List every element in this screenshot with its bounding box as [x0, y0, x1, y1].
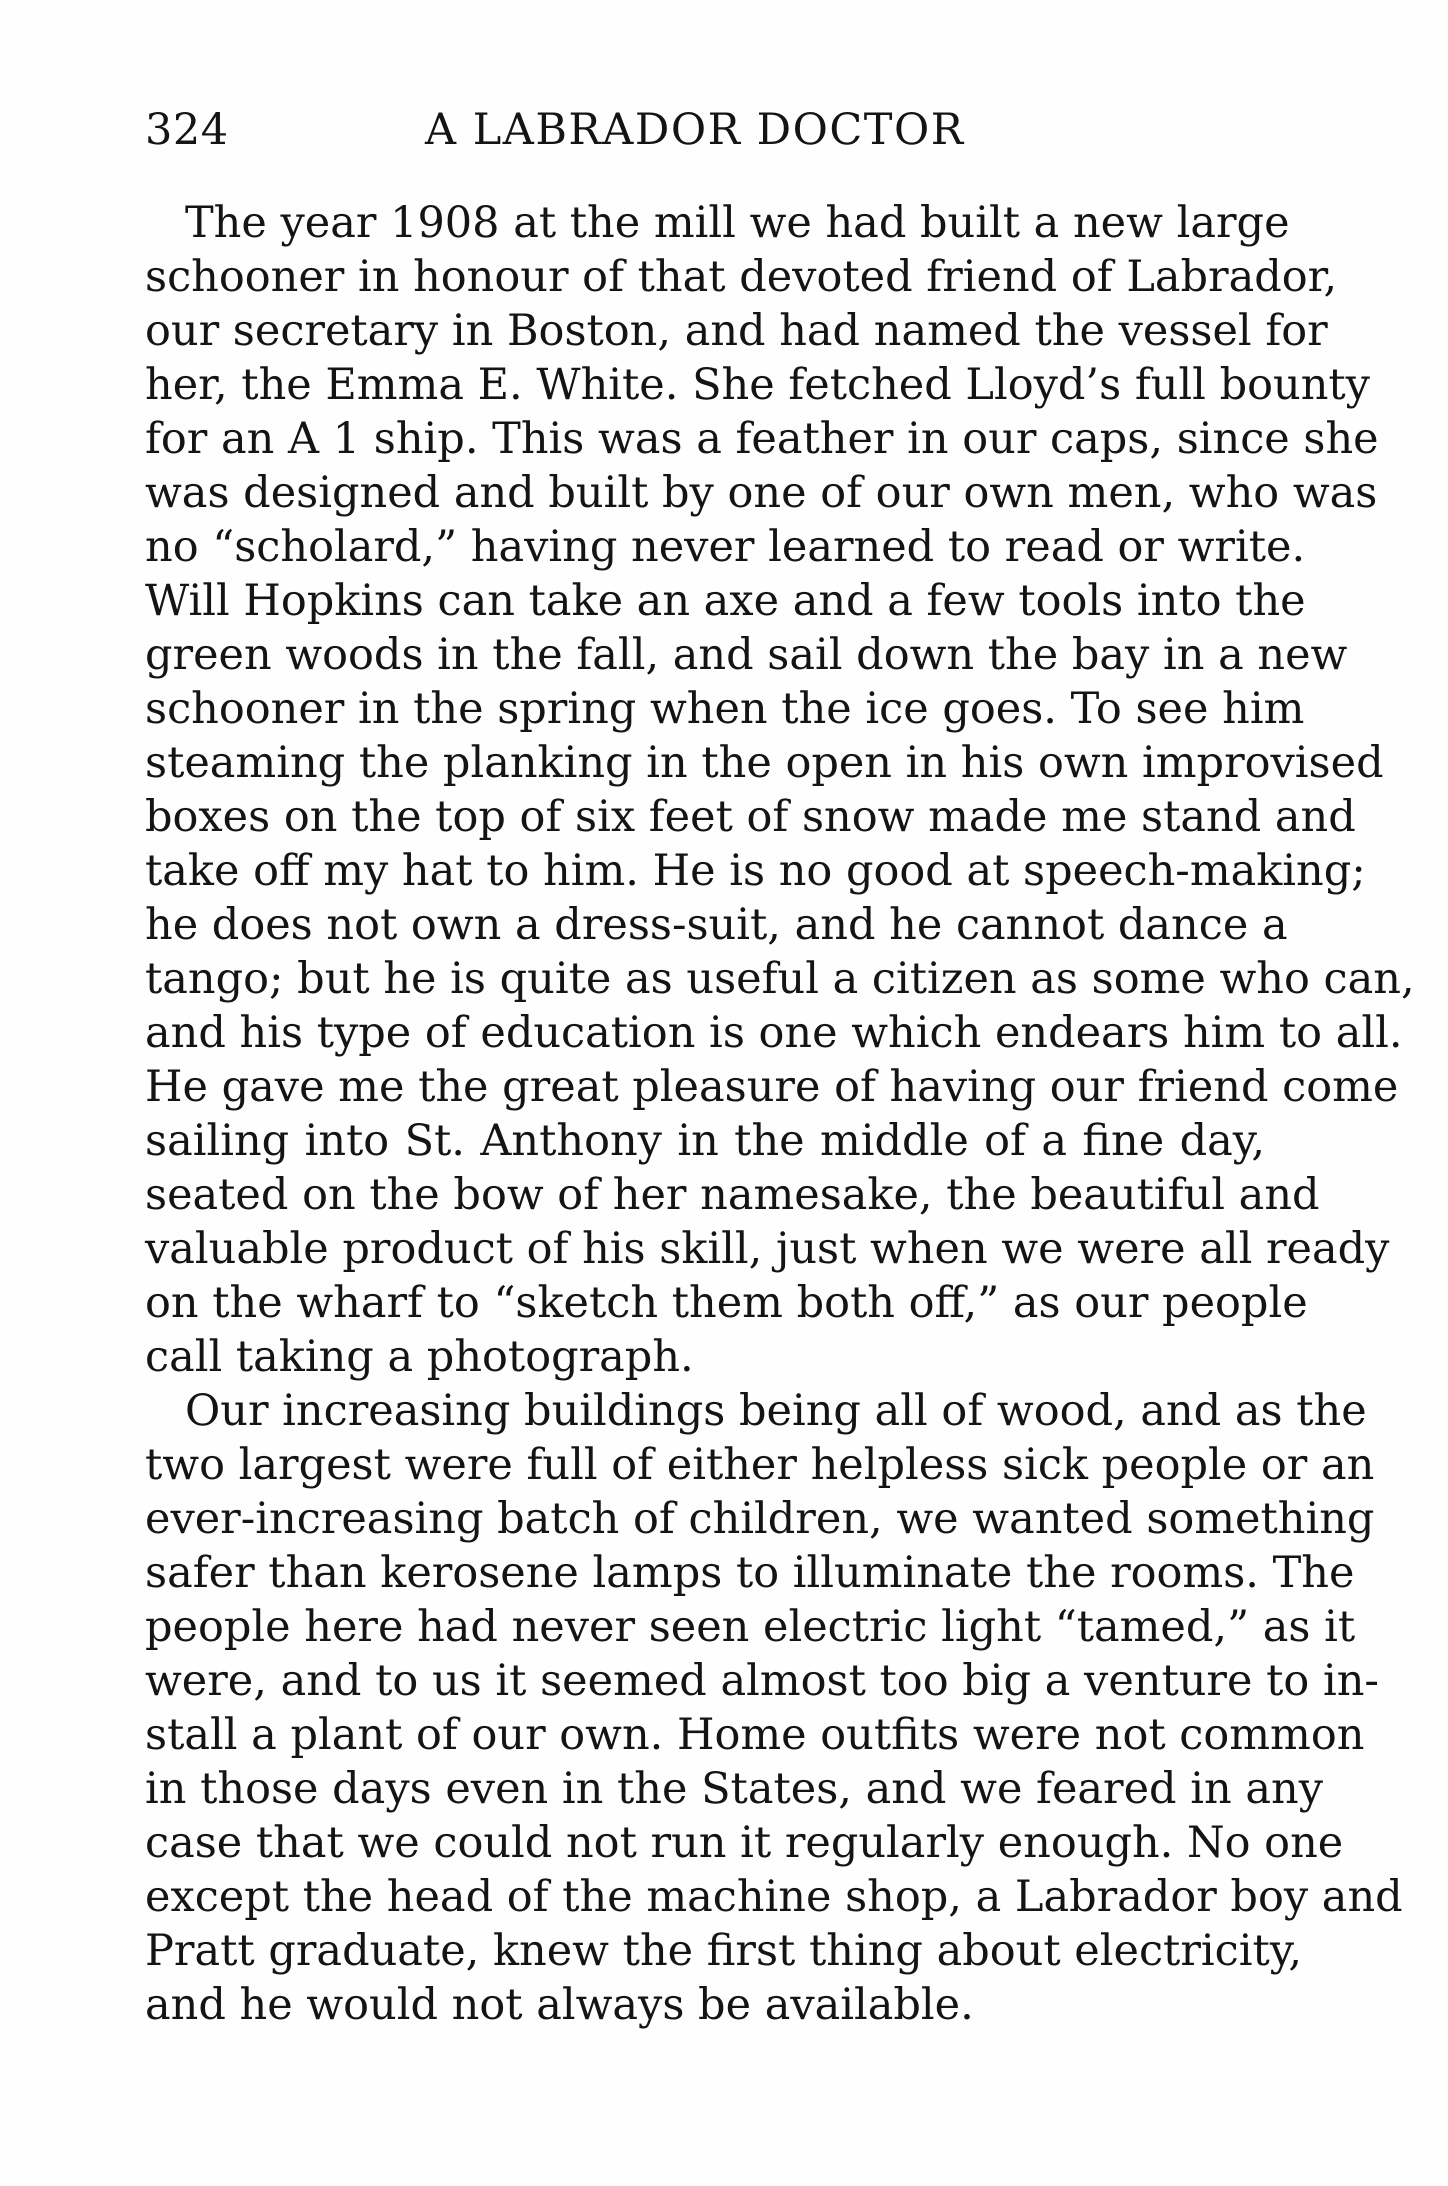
text-line: was designed and built by one of our own men, who was — [145, 468, 1378, 518]
text-line: our secretary in Boston, and had named the vessel for — [145, 306, 1328, 356]
text-line: he does not own a dress-suit, and he cannot dance a — [145, 900, 1288, 950]
text-line: call taking a photograph. — [145, 1332, 694, 1382]
text-line: steaming the planking in the open in his own improvised — [145, 738, 1384, 788]
text-line: valuable product of his skill, just when we were all ready — [145, 1224, 1390, 1274]
running-head: A LABRADOR DOCTOR — [425, 105, 965, 155]
text-line: The year 1908 at the mill we had built a new large — [185, 198, 1290, 248]
text-line: and his type of education is one which endears him to all. — [145, 1008, 1403, 1058]
text-line: for an A 1 ship. This was a feather in our caps, since she — [145, 414, 1379, 464]
text-line: safer than kerosene lamps to illuminate the rooms. The — [145, 1548, 1355, 1598]
text-line: schooner in honour of that devoted friend of Labrador, — [145, 252, 1338, 302]
text-line: Will Hopkins can take an axe and a few tools into the — [145, 576, 1306, 626]
paragraph — [145, 1384, 1403, 2032]
text-line: no “scholard,” having never learned to read or write. — [145, 522, 1306, 572]
text-line: on the wharf to “sketch them both off,” as our people — [145, 1278, 1308, 1328]
text-line: Our increasing buildings being all of wood, and as the — [185, 1386, 1367, 1436]
body-text — [145, 196, 1415, 2032]
page-header — [145, 100, 1265, 160]
text-line: ever-increasing batch of children, we wanted something — [145, 1494, 1375, 1544]
text-line: tango; but he is quite as useful a citizen as some who can, — [145, 954, 1415, 1004]
text-line: except the head of the machine shop, a Labrador boy and — [145, 1872, 1403, 1922]
text-line: seated on the bow of her namesake, the beautiful and — [145, 1170, 1320, 1220]
text-line: take off my hat to him. He is no good at speech-making; — [145, 846, 1366, 896]
text-line: stall a plant of our own. Home outfits were not common — [145, 1710, 1365, 1760]
text-line: He gave me the great pleasure of having our friend come — [145, 1062, 1399, 1112]
page-number: 324 — [145, 105, 229, 155]
text-line: sailing into St. Anthony in the middle of a fine day, — [145, 1116, 1265, 1166]
text-line: people here had never seen electric light “tamed,” as it — [145, 1602, 1356, 1652]
text-line: in those days even in the States, and we feared in any — [145, 1764, 1323, 1814]
paragraph — [145, 196, 1415, 1384]
text-line: two largest were full of either helpless sick people or an — [145, 1440, 1375, 1490]
text-line: schooner in the spring when the ice goes. To see him — [145, 684, 1305, 734]
text-line: and he would not always be available. — [145, 1980, 974, 2030]
text-line: case that we could not run it regularly enough. No one — [145, 1818, 1344, 1868]
text-line: green woods in the fall, and sail down the bay in a new — [145, 630, 1348, 680]
text-line: Pratt graduate, knew the first thing about electricity, — [145, 1926, 1302, 1976]
text-line: were, and to us it seemed almost too big a venture to in- — [145, 1656, 1379, 1706]
text-line: her, the Emma E. White. She fetched Lloyd’s full bounty — [145, 360, 1370, 410]
text-line: boxes on the top of six feet of snow made me stand and — [145, 792, 1356, 842]
